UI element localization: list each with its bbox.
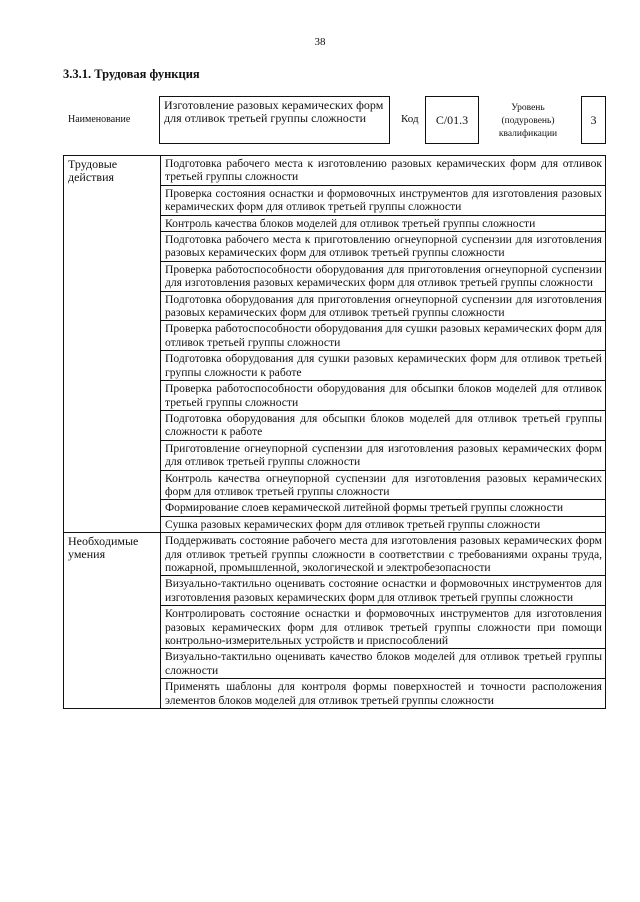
section-item: Приготовление огнеупорной суспензии для изготовления разовых керамических форм для отливок третьей группы сложности xyxy=(161,440,606,470)
section-item: Проверка работоспособности оборудования для сушки разовых керамических форм для отливок третьей группы сложности xyxy=(161,321,606,351)
section-item: Формирование слоев керамической литейной формы третьей группы сложности xyxy=(161,500,606,516)
section-label: Трудовые действия xyxy=(64,156,161,533)
section-item: Подготовка оборудования для приготовления огнеупорной суспензии для изготовления разовых керамических форм для отливок третьей группы сложности xyxy=(161,291,606,321)
section-item: Подготовка рабочего места к изготовлению разовых керамических форм для отливок третьей группы сложности xyxy=(161,156,606,186)
section-item: Подготовка рабочего места к приготовлению огнеупорной суспензии для изготовления разовых керамических форм для отливок третьей группы сложности xyxy=(161,232,606,262)
section-item: Контроль качества блоков моделей для отливок третьей группы сложности xyxy=(161,215,606,231)
section-item: Проверка состояния оснастки и формовочных инструментов для изготовления разовых керамических форм для отливок третьей группы сложности xyxy=(161,185,606,215)
page-number: 38 xyxy=(314,36,326,48)
section-label: Необходимые умения xyxy=(64,533,161,709)
section-item: Подготовка оборудования для сушки разовых керамических форм для отливок третьей группы сложности к работе xyxy=(161,351,606,381)
function-table xyxy=(63,155,606,709)
level-box: 3 xyxy=(581,96,606,144)
section-item: Подготовка оборудования для обсыпки блоков моделей для отливок третьей группы сложности к работе xyxy=(161,410,606,440)
table-row xyxy=(64,156,606,186)
section-item: Проверка работоспособности оборудования для обсыпки блоков моделей для отливок третьей группы сложности xyxy=(161,381,606,411)
code-label: Код xyxy=(401,113,419,125)
level-label: Уровень (подуровень) квалификации xyxy=(498,103,558,139)
section-item: Сушка разовых керамических форм для отливок третьей группы сложности xyxy=(161,516,606,532)
section-item: Контроль качества огнеупорной суспензии для изготовления разовых керамических форм для отливок третьей группы сложности xyxy=(161,470,606,500)
name-label: Наименование xyxy=(68,114,131,125)
function-name-box: Изготовление разовых керамических форм для отливок третьей группы сложности xyxy=(159,96,390,144)
code-box: С/01.3 xyxy=(425,96,479,144)
section-item: Проверка работоспособности оборудования для приготовления огнеупорной суспензии для изготовления разовых керамических форм для отливок третьей группы сложности xyxy=(161,261,606,291)
function-table-body xyxy=(64,156,606,709)
section-item: Визуально-тактильно оценивать состояние оснастки и формовочных инструментов для изготовления разовых керамических форм для отливок третьей группы сложности xyxy=(161,576,606,606)
section-item: Поддерживать состояние рабочего места для изготовления разовых керамических форм для отливок третьей группы сложности в соответствии с требованиями охраны труда, пожарной, промышленной, экологической и электробезопасности xyxy=(161,533,606,576)
section-item: Применять шаблоны для контроля формы поверхностей и точности расположения элементов блоков моделей для отливок третьей группы сложности xyxy=(161,679,606,709)
table-row xyxy=(64,533,606,576)
section-item: Контролировать состояние оснастки и формовочных инструментов для изготовления разовых керамических форм для отливок третьей группы сложности при помощи контрольно-измерительных устройств и приспособлений xyxy=(161,606,606,649)
section-title: 3.3.1. Трудовая функция xyxy=(63,67,200,81)
section-item: Визуально-тактильно оценивать качество блоков моделей для отливок третьей группы сложности xyxy=(161,649,606,679)
